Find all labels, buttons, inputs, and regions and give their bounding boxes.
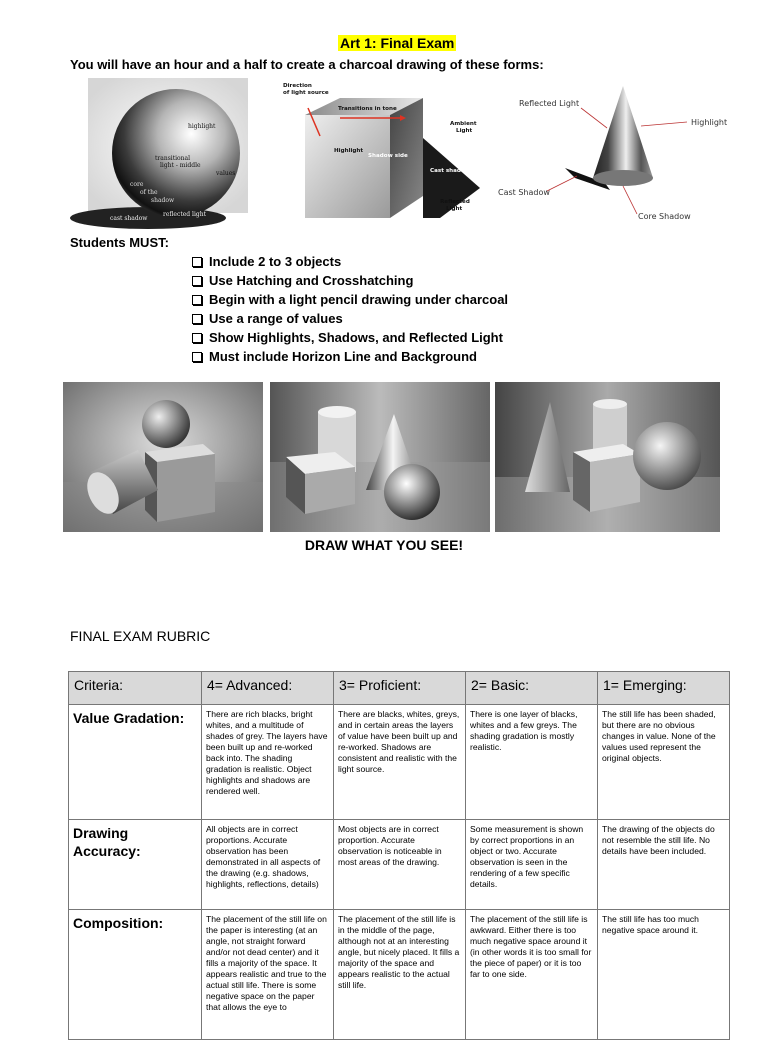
cone-label: Cast Shadow — [498, 188, 550, 197]
cube-label: Transitions in tone — [338, 106, 397, 112]
checkbox-icon — [192, 333, 202, 343]
cone-label: Core Shadow — [638, 212, 691, 221]
cube-label: Light — [456, 128, 473, 134]
sphere-label: highlight — [188, 123, 216, 130]
cube-label: Light — [446, 206, 463, 212]
table-row — [69, 705, 730, 820]
checkbox-icon — [192, 257, 202, 267]
table-row — [69, 820, 730, 910]
column-header: 2= Basic: — [466, 672, 598, 705]
list-item: Use a range of values — [192, 309, 508, 328]
rubric-cell: There are rich blacks, bright whites, and a multitude of shades of grey. The layers have been built up and re-worked back into. The shading gradation is realistic. Object highlights and shadows are rendered well. — [202, 705, 334, 820]
rubric-cell: The still life has too much negative space around it. — [598, 910, 730, 1040]
page-title: Art 1: Final Exam — [340, 35, 455, 51]
sphere-label: core — [130, 181, 144, 188]
cone-label: Reflected Light — [519, 99, 580, 108]
cube-label: Direction — [283, 83, 312, 89]
sphere-label: shadow — [151, 197, 175, 204]
list-item: Show Highlights, Shadows, and Reflected Light — [192, 328, 508, 347]
rubric-title: FINAL EXAM RUBRIC — [70, 628, 211, 644]
column-header: 4= Advanced: — [202, 672, 334, 705]
still-life-drawing-2 — [270, 382, 490, 532]
rubric-header-row — [69, 672, 730, 705]
criteria-cell: Composition: — [69, 910, 202, 1040]
sphere-value-diagram — [68, 78, 248, 230]
cube-label: of light source — [283, 90, 329, 96]
rubric-cell: There is one layer of blacks, whites and a few greys. The shading gradation is mostly realistic. — [466, 705, 598, 820]
checkbox-icon — [192, 352, 202, 362]
column-header: 3= Proficient: — [334, 672, 466, 705]
still-life-drawing-1 — [63, 382, 263, 532]
rubric-cell: Most objects are in correct proportion. Accurate observation is noticeable in most areas of the drawing. — [334, 820, 466, 910]
checkbox-icon — [192, 314, 202, 324]
rubric-cell: There are blacks, whites, greys, and in certain areas the layers of value have been built up and re-worked. Shadows are consistent and realistic with the light source. — [334, 705, 466, 820]
cube-label: Cast shadow — [430, 168, 470, 174]
rubric-cell: All objects are in correct proportions. Accurate observation has been demonstrated in all aspects of the drawing (e.g. shadows, highlights, reflections, details) — [202, 820, 334, 910]
sphere-label: values — [216, 170, 236, 177]
sphere-label: light - middle — [160, 162, 201, 169]
cube-label: Ambient — [450, 121, 477, 127]
checkbox-icon — [192, 295, 202, 305]
cube-label: Highlight — [334, 148, 364, 154]
column-header: Criteria: — [69, 672, 202, 705]
checkbox-icon — [192, 276, 202, 286]
sphere-label: reflected light — [163, 211, 206, 218]
rubric-cell: The placement of the still life on the paper is interesting (at an angle, not straight forward and/or not dead center) and it fills a majority of the space. It appears realistic and true to the actual still life. There is some negative space on the paper that allows the eye to — [202, 910, 334, 1040]
requirements-list — [192, 252, 508, 366]
rubric-cell: The still life has been shaded, but there are no obvious changes in value. None of the values used represent the original objects. — [598, 705, 730, 820]
list-item: Must include Horizon Line and Background — [192, 347, 508, 366]
intro-text: You will have an hour and a half to create a charcoal drawing of these forms: — [70, 57, 544, 72]
list-item: Begin with a light pencil drawing under charcoal — [192, 290, 508, 309]
sphere-label: cast shadow — [110, 215, 148, 222]
criteria-cell: Drawing Accuracy: — [69, 820, 202, 910]
cube-value-diagram — [280, 78, 490, 228]
table-row — [69, 910, 730, 1040]
draw-callout: DRAW WHAT YOU SEE! — [304, 537, 464, 553]
column-header: 1= Emerging: — [598, 672, 730, 705]
requirements-heading: Students MUST: — [70, 235, 169, 250]
cube-label: Shadow side — [368, 153, 408, 159]
still-life-drawing-3 — [495, 382, 720, 532]
cube-label: Reflected — [440, 199, 470, 205]
rubric-cell: The drawing of the objects do not resemble the still life. No details have been included. — [598, 820, 730, 910]
criteria-cell: Value Gradation: — [69, 705, 202, 820]
sphere-label: of the — [140, 189, 158, 196]
rubric-cell: The placement of the still life is awkward. Either there is too much negative space around it (in other words it is too small for the piece of paper) or it is too far to one side. — [466, 910, 598, 1040]
rubric-cell: The placement of the still life is in the middle of the page, although not at an interesting angle, but nicely placed. It fills a majority of the space and appears realistic to the actual still life. — [334, 910, 466, 1040]
rubric-cell: Some measurement is shown by correct proportions in an object or two. Accurate observation is seen in the rendering of a few specific details. — [466, 820, 598, 910]
cone-label: Highlight — [691, 118, 728, 127]
list-item: Use Hatching and Crosshatching — [192, 271, 508, 290]
cone-value-diagram — [495, 78, 735, 228]
rubric-table — [68, 671, 730, 1040]
list-item: Include 2 to 3 objects — [192, 252, 508, 271]
sphere-label: transitional — [155, 155, 191, 162]
